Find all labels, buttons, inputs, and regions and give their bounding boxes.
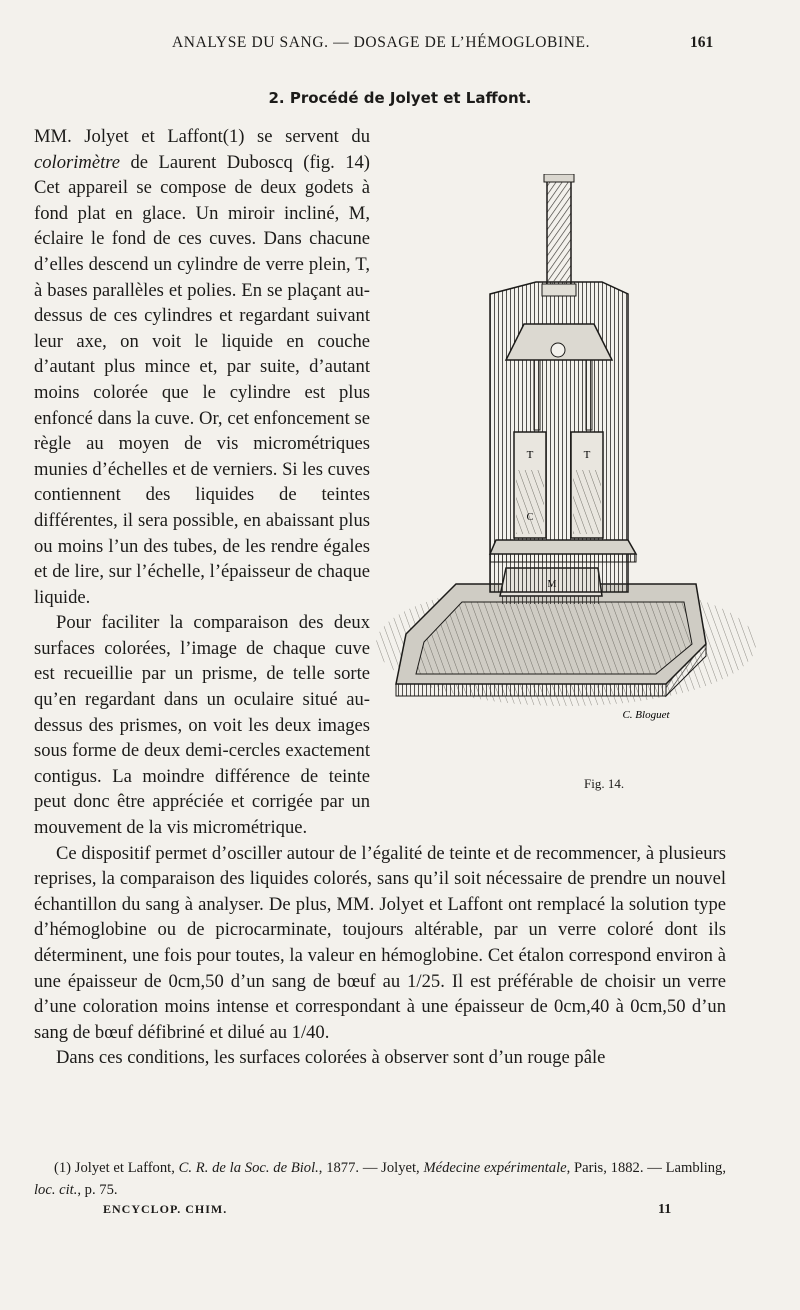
section-title: 2. Procédé de Jolyet et Laffont. xyxy=(268,89,532,107)
label-t-right: T xyxy=(583,449,591,461)
running-title: ANALYSE DU SANG. — DOSAGE DE L’HÉMOGLOBINE. xyxy=(172,34,591,51)
figure-caption: Fig. 14. xyxy=(584,776,625,791)
running-header xyxy=(0,34,800,54)
signature-left: ENCYCLOP. CHIM. xyxy=(103,1202,228,1216)
paragraph-1-em: colorimètre xyxy=(34,151,121,173)
body-text xyxy=(34,124,726,1071)
footnote-a: (1) Jolyet et Laffont, xyxy=(54,1160,179,1176)
figure-colorimeter xyxy=(378,174,766,816)
footnote-g: , p. 75. xyxy=(77,1182,118,1198)
footnote-b: C. R. de la Soc. de Biol. xyxy=(178,1160,319,1176)
paragraph-1-b: se servent du xyxy=(244,126,370,147)
label-c-left: C xyxy=(526,512,534,523)
paragraph-3: Ce dispositif permet d’osciller autour de l’égalité de teinte et de recommencer, à plusieurs reprises, la comparaison des liquides colorés, sans qu’il soit nécessaire de prendre un nouvel échantillon du sang à analyser. De plus, MM. Jolyet et Laffont ont remplacé la solution type d’hémoglobine ou de picrocarminate, toujours altérable, par un verre coloré dont ils déterminent, une fois pour toutes, la valeur en hémoglobine. Cet étalon correspond environ à une épaisseur de 0cm,50 d’un sang de bœuf au 1/25. Il est préférable de choisir un verre d’une coloration moins intense et correspondant à une épaisseur de 0cm,40 à 0cm,50 d’un sang de bœuf défibriné et dilué au 1/40. xyxy=(34,842,726,1043)
signature-number: 11 xyxy=(658,1202,672,1217)
paragraph-1-rest: de Laurent Duboscq (fig. 14) Cet appareil se compose de deux godets à fond plat en glace. Un miroir incliné, M, éclaire le fond de ces cuves. Dans chacune d’elles descend un cylindre de verre plein, T, à bases parallèles et polies. En se plaçant au-dessus de ces cylindres et regardant suivant leur axe, on voit le liquide en couche d’autant plus mince et, par suite, d’autant moins colorée que le cylindre est plus enfoncé dans la cuve. Or, cet enfoncement se règle au moyen de vis micrométriques munies d’échelles et de verniers. Si les cuves contiennent des liquides de teintes différentes, il sera possible, en abaissant plus ou moins l’un des tubes, de les rendre égales et de lire, sur l’échelle, l’épaisseur de chaque liquide. xyxy=(34,151,370,608)
footnote-ref: (1) xyxy=(222,126,245,147)
paragraph-4: Dans ces conditions, les surfaces colorées à observer sont d’un rouge pâle xyxy=(56,1047,606,1069)
footnote-f: loc. cit. xyxy=(34,1182,78,1198)
footnote-text xyxy=(34,1157,726,1201)
footnote-d: Médecine expérimentale xyxy=(423,1160,567,1176)
signature-line xyxy=(0,1202,800,1220)
footnote-c: , 1877. — Jolyet, xyxy=(318,1160,424,1176)
engraver-signature: C. Bloguet xyxy=(622,709,670,721)
page-number: 161 xyxy=(690,34,714,51)
footnote xyxy=(34,1157,726,1201)
paragraph-2: Pour faciliter la comparaison des deux surfaces colorées, l’image de chaque cuve est recueillie par un prisme, de telle sorte qu’en regardant dans un oculaire situé au-dessus des prismes, on voit les deux images sous forme de deux demi-cercles exactement contigus. La moindre différence de teinte peut donc être appréciée et corrigée par un mouvement de la vis micrométrique. xyxy=(34,612,370,839)
paragraph-1-start: MM. Jolyet et Laffont xyxy=(34,126,223,147)
footnote-e: , Paris, 1882. — Lambling, xyxy=(566,1160,727,1176)
label-t-left: T xyxy=(526,449,534,461)
colorimeter-illustration xyxy=(366,174,766,764)
